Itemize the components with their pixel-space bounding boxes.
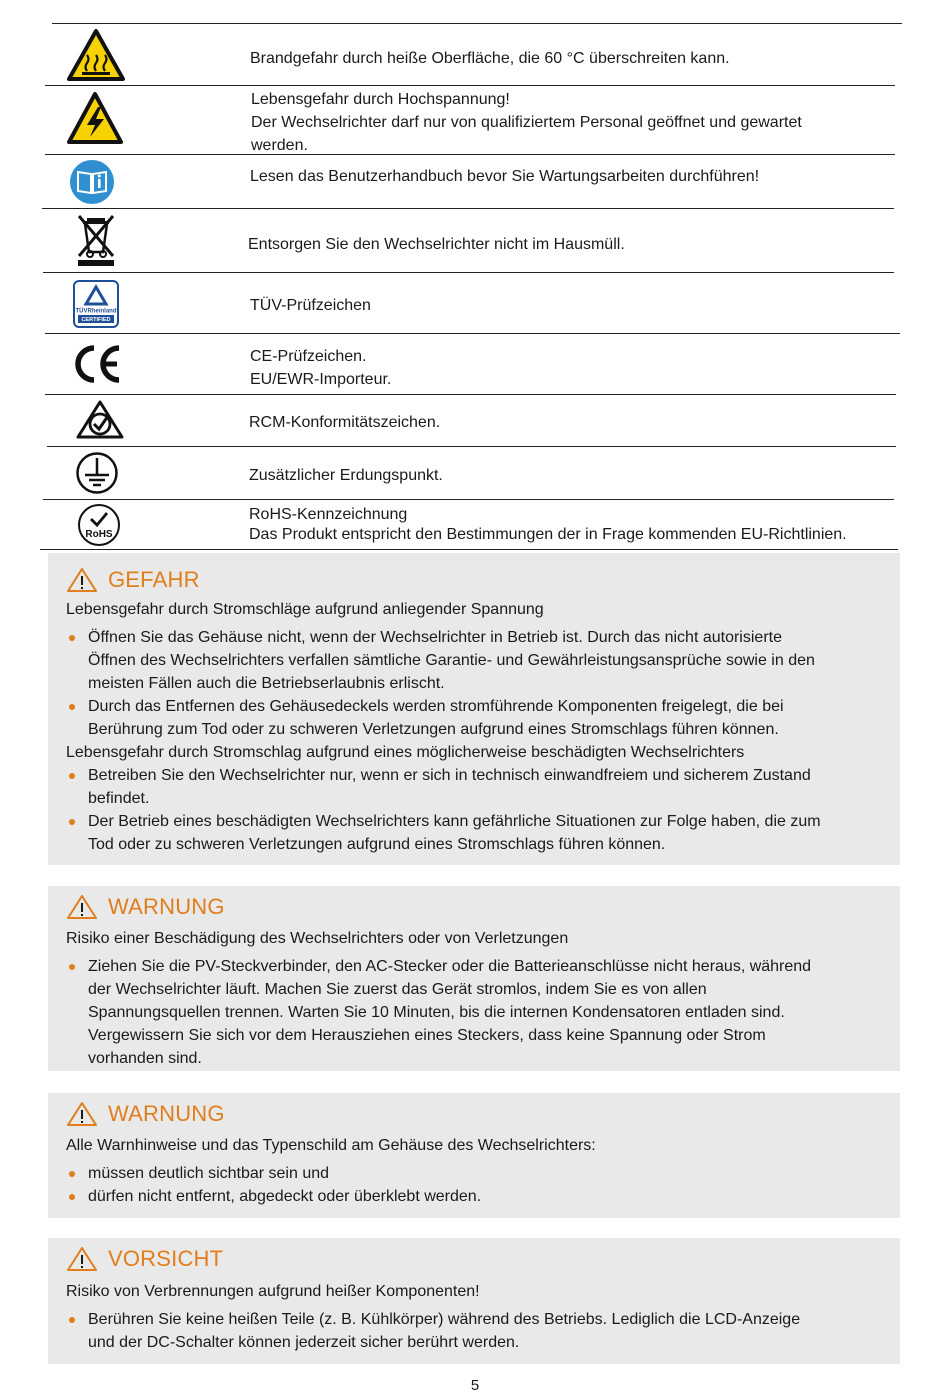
list-item: dürfen nicht entfernt, abgedeckt oder überklebt werden.	[66, 1185, 882, 1208]
notice-heading: Risiko einer Beschädigung des Wechselrichters oder von Verletzungen	[66, 930, 569, 947]
danger-notice	[48, 553, 900, 865]
svg-text:RoHS: RoHS	[85, 529, 113, 540]
notice-header	[66, 1097, 882, 1131]
symbol-description: Brandgefahr durch heiße Oberfläche, die 60 °C überschreiten kann.	[250, 50, 730, 67]
notice-title: WARNUNG	[108, 894, 225, 919]
table-divider	[40, 549, 898, 550]
read-manual-icon	[68, 158, 116, 206]
high-voltage-warning-icon	[66, 90, 124, 146]
svg-text:CERTIFIED: CERTIFIED	[81, 317, 111, 323]
table-divider	[45, 85, 895, 86]
table-divider	[43, 272, 894, 273]
notice-list	[66, 1308, 882, 1354]
bullet-icon	[69, 1317, 75, 1323]
warning-triangle-icon	[66, 567, 98, 593]
symbol-description: CE-Prüfzeichen. EU/EWR-Importeur.	[250, 348, 392, 388]
notice-heading: Alle Warnhinweise und das Typenschild am Gehäuse des Wechselrichters:	[66, 1137, 596, 1154]
symbol-description: Lesen das Benutzerhandbuch bevor Sie Wartungsarbeiten durchführen!	[250, 168, 760, 185]
table-divider	[45, 333, 900, 334]
rcm-mark-icon	[74, 398, 126, 442]
earth-ground-icon	[74, 450, 120, 496]
symbol-description: TÜV-Prüfzeichen	[250, 297, 371, 314]
page-number: 5	[470, 1377, 480, 1394]
list-item: müssen deutlich sichtbar sein und	[66, 1162, 882, 1185]
notice-heading: Lebensgefahr durch Stromschlag aufgrund eines möglicherweise beschädigten Wechselrichters	[66, 744, 745, 761]
list-item: Ziehen Sie die PV-Steckverbinder, den AC-Stecker oder die Batterieanschlüsse nicht heraus, während der Wechselrichter läuft. Machen Sie zuerst das Gerät stromlos, indem Sie es von allen Spannungsquellen trennen. Warten Sie 10 Minuten, bis die internen Kondensatoren entladen sind. Vergewissern Sie sich vor dem Herausziehen eines Steckers, dass keine Spannung oder Strom vorhanden sind.	[66, 955, 882, 1070]
warning-triangle-icon	[66, 1101, 98, 1127]
notice-list	[66, 1162, 882, 1208]
notice-title: VORSICHT	[108, 1246, 224, 1271]
table-divider	[43, 499, 894, 500]
notice-heading: Risiko von Verbrennungen aufgrund heißer Komponenten!	[66, 1283, 480, 1300]
warning-triangle-icon	[66, 1246, 98, 1272]
table-divider	[52, 23, 902, 24]
table-divider	[47, 446, 896, 447]
list-item: Berühren Sie keine heißen Teile (z. B. Kühlkörper) während des Betriebs. Lediglich die LCD-Anzeige und der DC-Schalter können jederzeit sicher berührt werden.	[66, 1308, 882, 1354]
bullet-icon	[69, 704, 75, 710]
symbol-description: RoHS-Kennzeichnung Das Produkt entspricht den Bestimmungen der in Frage kommenden EU-Richtlinien.	[249, 506, 847, 543]
notice-list	[66, 626, 882, 741]
warning-notice	[48, 886, 900, 1071]
hot-surface-warning-icon	[66, 27, 126, 83]
bullet-icon	[69, 819, 75, 825]
bullet-icon	[69, 964, 75, 970]
caution-notice	[48, 1238, 900, 1364]
table-divider	[42, 208, 894, 209]
symbol-description: Lebensgefahr durch Hochspannung! Der Wechselrichter darf nur von qualifiziertem Personal geöffnet und gewartet werden.	[251, 91, 802, 154]
bullet-icon	[69, 773, 75, 779]
notice-header	[66, 890, 882, 924]
ce-mark-icon	[72, 342, 124, 386]
bullet-icon	[69, 1171, 75, 1177]
list-item: Öffnen Sie das Gehäuse nicht, wenn der Wechselrichter in Betrieb ist. Durch das nicht autorisierte Öffnen des Wechselrichters verfallen sämtliche Garantie- und Gewährleistungsansprüche sowie in den meisten Fällen auch die Betriebserlaubnis erlischt.	[66, 626, 882, 695]
list-item: Durch das Entfernen des Gehäusedeckels werden stromführende Komponenten freigelegt, die bei Berührung zum Tod oder zu schweren Verletzungen aufgrund eines Stromschlags führen können.	[66, 695, 882, 741]
weee-crossed-bin-icon	[74, 212, 118, 268]
rohs-mark-icon	[76, 502, 122, 548]
notice-header	[66, 563, 882, 597]
warning-triangle-icon	[66, 894, 98, 920]
tuv-mark-icon	[72, 279, 120, 329]
list-item: Der Betrieb eines beschädigten Wechselrichters kann gefährliche Situationen zur Folge haben, die zum Tod oder zu schweren Verletzungen aufgrund eines Stromschlags führen können.	[66, 810, 882, 856]
symbol-description: Zusätzlicher Erdungspunkt.	[249, 467, 443, 484]
notice-title: GEFAHR	[108, 567, 200, 592]
warning-notice	[48, 1093, 900, 1218]
symbol-description: Entsorgen Sie den Wechselrichter nicht im Hausmüll.	[248, 236, 625, 253]
bullet-icon	[69, 635, 75, 641]
table-divider	[45, 394, 896, 395]
notice-list	[66, 955, 882, 1070]
notice-title: WARNUNG	[108, 1101, 225, 1126]
notice-header	[66, 1242, 882, 1276]
bullet-icon	[69, 1194, 75, 1200]
list-item: Betreiben Sie den Wechselrichter nur, wenn er sich in technisch einwandfreiem und sicherem Zustand befindet.	[66, 764, 882, 810]
notice-heading: Lebensgefahr durch Stromschläge aufgrund anliegender Spannung	[66, 601, 544, 618]
symbol-description: RCM-Konformitätszeichen.	[249, 414, 441, 431]
svg-text:TÜVRheinland: TÜVRheinland	[75, 308, 117, 315]
notice-list	[66, 764, 882, 856]
